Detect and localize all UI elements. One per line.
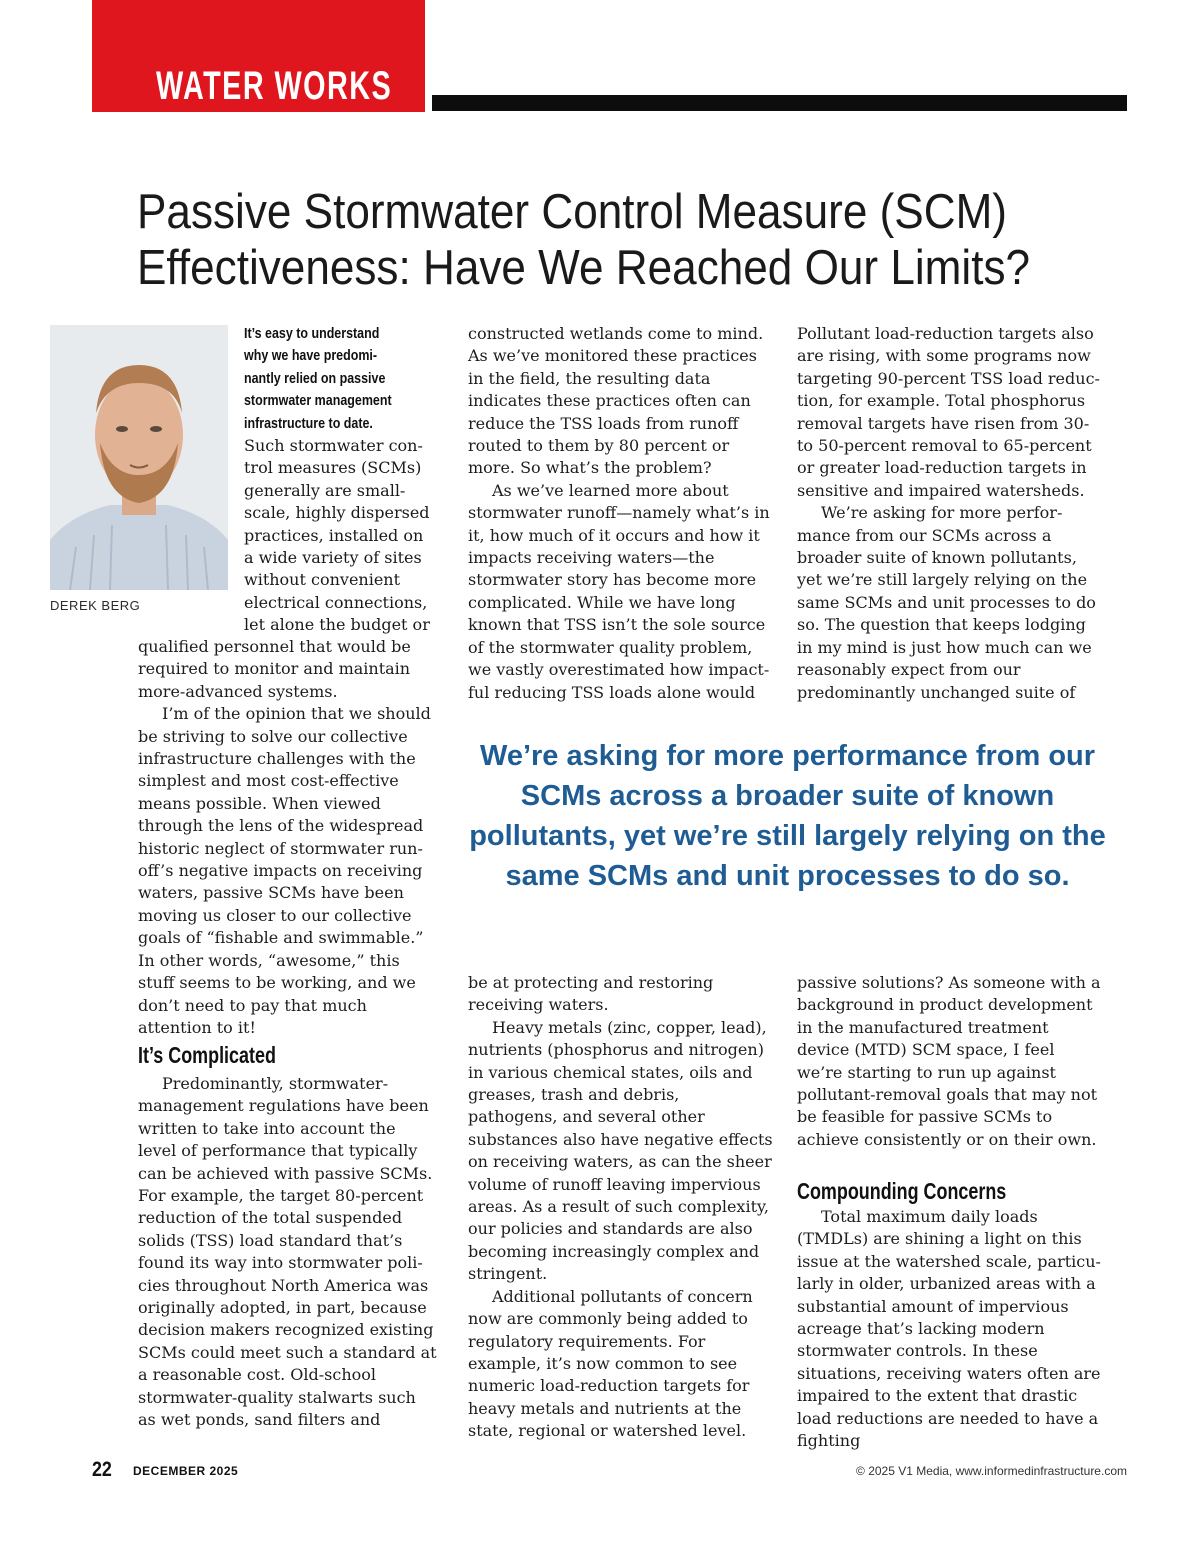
subhead-its-complicated: It’s Complicated <box>138 1042 276 1068</box>
lead-line: It’s easy to understand <box>244 326 380 342</box>
body-paragraph: I’m of the opinion that we should be striving to solve our collective infrastructure challenges with the simplest and most cost-effective means possible. When viewed through the lens of the widespread historic neglect of stormwater runoff’s negative impacts on receiving waters, passive SCMs have been moving us closer to our collective goals of “fishable and swimmable.” In other words, “awesome,” this stuff seems to be working, and we don’t need to pay that much attention to it! <box>138 704 431 1037</box>
subhead-compounding-concerns: Compounding Concerns <box>797 1178 1007 1204</box>
title-line-1: Passive Stormwater Control Measure (SCM) <box>137 185 1007 239</box>
lead-line: infrastructure to date. <box>244 415 373 432</box>
body-paragraph: passive solutions? As someone with a background in product development in the manufactured treatment device (MTD) SCM space, I feel we’re starting to run up against pollutant-removal goals that may not be feasible for passive SCMs to achieve consistently or on their own. <box>797 973 1101 1149</box>
intro-line: practices, installed on <box>244 525 424 545</box>
author-caption: DEREK BERG <box>50 598 141 613</box>
intro-line: electrical connections, <box>244 592 428 612</box>
body-paragraph: Predominantly, stormwater-management regulations have been written to take into account the level of performance that typically can be achieved with passive SCMs. For example, the target 80-percent reduction of the total suspended solids (TSS) load standard that’s found its way into stormwater policies throughout North America was originally adopted, in part, because decision makers recognized existing SCMs could meet such a standard at a reasonable cost. Old-school stormwater-quality stalwarts such as wet ponds, sand filters and <box>138 1074 437 1430</box>
body-paragraph: qualified personnel that would be required to monitor and maintain more-advanced systems. <box>138 637 411 701</box>
intro-line: generally are small- <box>244 480 406 500</box>
article-title <box>137 184 1037 296</box>
author-photo <box>50 325 228 590</box>
column-1-bottom <box>138 1073 438 1432</box>
body-paragraph: We’re asking for more performance from our SCMs across a broader suite of known pollutants, yet we’re still largely relying on the same SCMs and unit processes to do so. The question that keeps lodging in my mind is just how much can we reasonably expect from our predominantly unchanged suite of <box>797 503 1096 702</box>
body-paragraph: be at protecting and restoring receiving waters. <box>468 973 714 1015</box>
body-paragraph: Additional pollutants of concern now are commonly being added to regulatory requirements. For example, it’s now common to see numeric load-reduction targets for heavy metals and nutrients at the state, regional or watershed level. <box>468 1286 753 1441</box>
intro-line: let alone the budget or <box>244 615 430 635</box>
section-label: WATER WORKS <box>156 64 393 108</box>
page-number: 22 <box>92 1458 112 1481</box>
intro-line: scale, highly dispersed <box>244 503 430 523</box>
intro-line: trol measures (SCMs) <box>244 458 422 478</box>
column-1-top <box>138 636 438 1039</box>
column-2-top <box>468 323 773 704</box>
author-portrait-icon <box>50 325 228 590</box>
section-tab <box>92 0 425 112</box>
copyright-notice: © 2025 V1 Media, www.informedinfrastructure.com <box>856 1464 1127 1478</box>
body-paragraph: Heavy metals (zinc, copper, lead), nutrients (phosphorus and nitrogen) in various chemical states, oils and greases, trash and debris, pathogens, and several other substances also have negative effects on receiving waters, as can the sheer volume of runoff leaving impervious areas. As a result of such complexity, our policies and standards are also becoming increasingly complex and stringent. <box>468 1017 773 1284</box>
issue-date: DECEMBER 2025 <box>133 1464 239 1478</box>
column-3-top <box>797 323 1102 704</box>
lead-line: stormwater management <box>244 393 392 410</box>
title-line-2: Effectiveness: Have We Reached Our Limits? <box>137 241 1031 295</box>
intro-line: a wide variety of sites <box>244 548 422 568</box>
column-3-bottom <box>797 972 1102 1151</box>
column-2-bottom <box>468 972 773 1443</box>
header-rule <box>432 95 1127 111</box>
pull-quote: We’re asking for more performance from our SCMs across a broader suite of known pollutants, yet we’re still largely relying on the same SCMs and unit processes to do so. <box>469 740 1106 892</box>
body-paragraph: Total maximum daily loads (TMDLs) are shining a light on this issue at the watershed scale, particularly in older, urbanized areas with a substantial amount of impervious acreage that’s lacking modern stormwater controls. In these situations, receiving waters often are impaired to the extent that drastic load reductions are needed to have a fighting <box>797 1207 1101 1451</box>
intro-wrap <box>244 323 444 637</box>
lead-line: nantly relied on passive <box>244 370 386 387</box>
intro-line: without convenient <box>244 570 401 590</box>
intro-line: Such stormwater con- <box>244 436 423 456</box>
body-paragraph: As we’ve learned more about stormwater runoff—namely what’s in it, how much of it occurs and how it impacts receiving waters—the stormwater story has become more complicated. While we have long known that TSS isn’t the sole source of the stormwater quality problem, we vastly overestimated how impactful reducing TSS loads alone would <box>468 480 770 702</box>
lead-line: why we have predomi- <box>244 348 378 365</box>
body-paragraph: Pollutant load-reduction targets also are rising, with some programs now targeting 90-percent TSS load reduction, for example. Total phosphorus removal targets have risen from 30- to 50-percent removal to 65-percent or greater load-reduction targets in sensitive and impaired watersheds. <box>797 324 1100 500</box>
column-3-bottom-continued <box>797 1206 1102 1452</box>
body-paragraph: constructed wetlands come to mind. As we’ve monitored these practices in the field, the resulting data indicates these practices often can reduce the TSS loads from runoff routed to them by 80 percent or more. So what’s the problem? <box>468 324 764 478</box>
